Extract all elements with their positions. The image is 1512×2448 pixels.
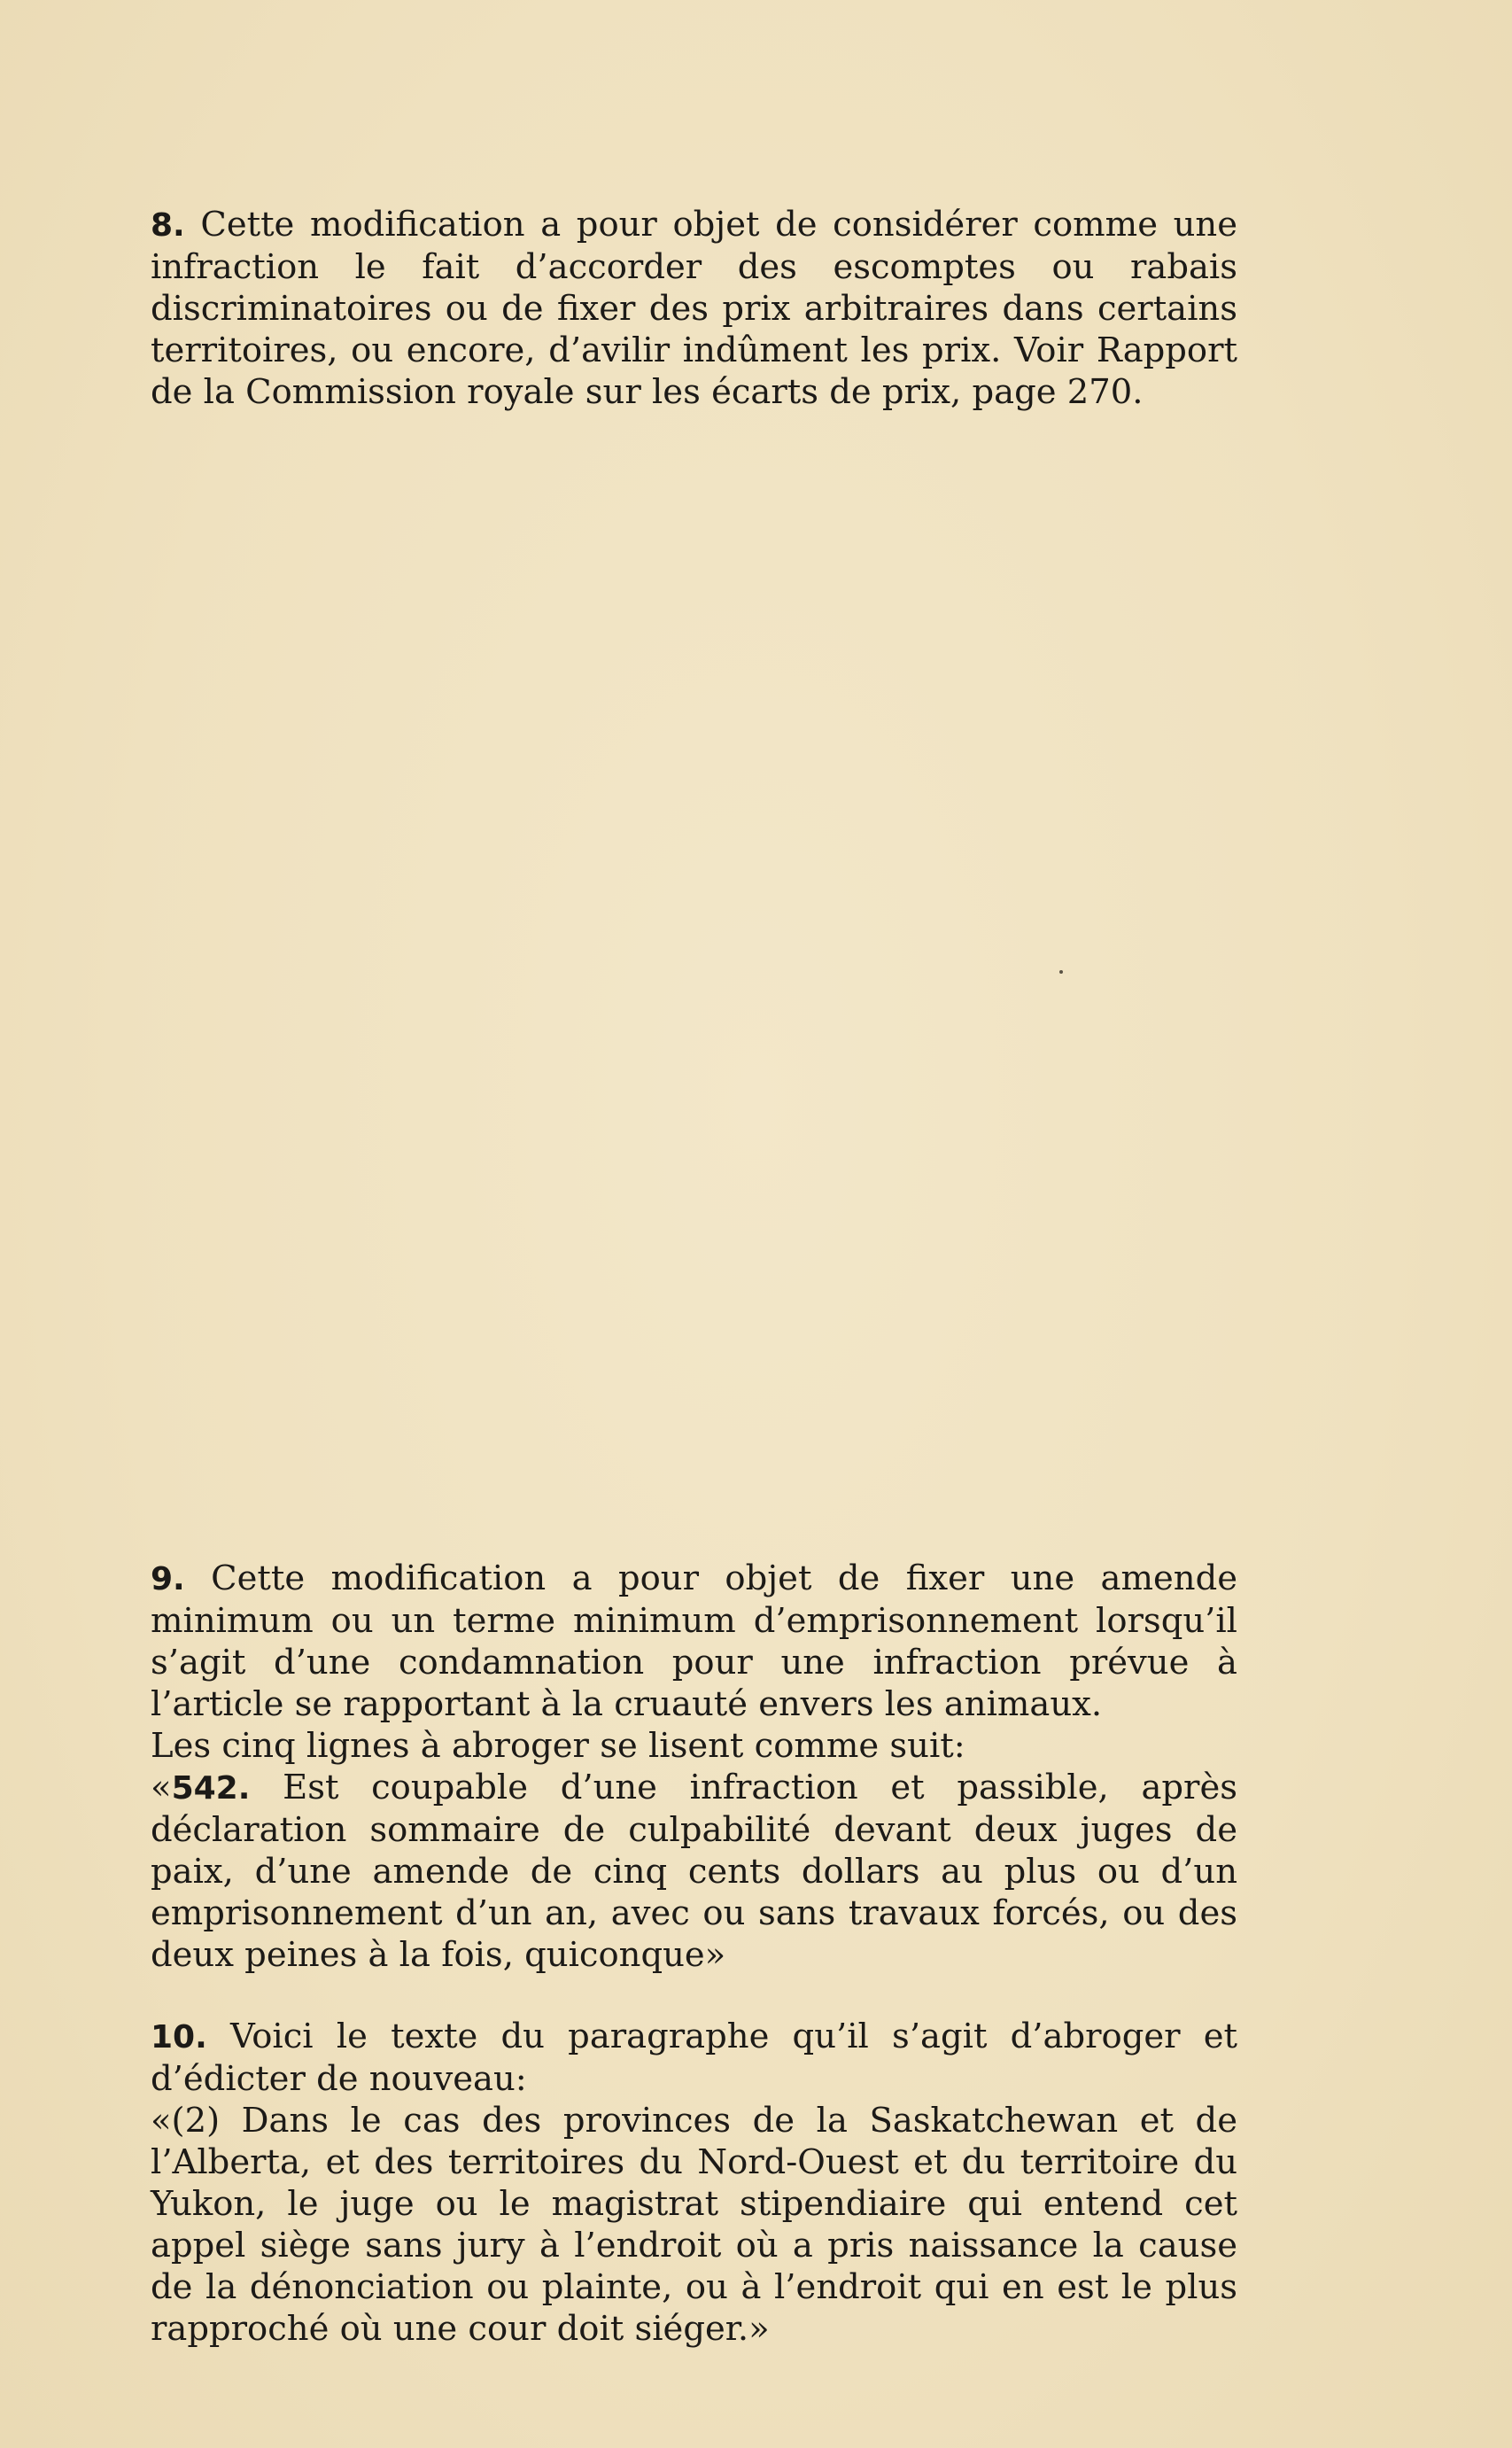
note-9-paragraph (151, 1558, 1237, 1725)
note-9-quote-open: « (151, 1768, 172, 1807)
note-10-quote-text: «(2) Dans le cas des provinces de la Saskatchewan et de l’Alberta, et des territoires du Nord-Ouest et du territoire du Yukon, le juge ou le magistrat stipendiaire qui entend cet appel siège sans jury à l’endroit où a pris naissance la cause de la dénonciation ou plainte, ou à l’endroit qui en est le plus rapproché où une cour doit siéger.» (151, 2101, 1237, 2349)
note-10 (151, 2016, 1237, 2350)
note-8-number: 8. (151, 207, 185, 244)
note-9-intro (151, 1725, 1237, 1767)
note-10-number: 10. (151, 2019, 207, 2056)
note-10-text: Voici le texte du paragraphe qu’il s’agit d’abroger et d’édicter de nouveau: (151, 2017, 1237, 2099)
note-8-text: Cette modification a pour objet de considérer comme une infraction le fait d’accorder des escomptes ou rabais discriminatoires ou de fixer des prix arbitraires dans certains territoires, ou encore, d’avilir indûment les prix. Voir Rapport de la Commission royale sur les écarts de prix, page 270. (151, 205, 1237, 412)
note-9-quote (151, 1767, 1237, 1976)
note-10-paragraph (151, 2016, 1237, 2100)
note-9 (151, 1558, 1237, 1976)
note-8 (151, 204, 1237, 413)
note-9-quote-number: 542. (171, 1770, 251, 1807)
note-9-intro-text: Les cinq lignes à abroger se lisent comme suit: (151, 1726, 965, 1766)
note-9-quote-text: Est coupable d’une infraction et passible, après déclaration sommaire de culpabilité devant deux juges de paix, d’une amende de cinq cents dollars au plus ou d’un emprisonnement d’un an, avec ou sans travaux forcés, ou des deux peines à la fois, quiconque» (151, 1768, 1237, 1975)
note-10-quote (151, 2100, 1237, 2350)
note-8-paragraph (151, 204, 1237, 413)
note-9-text: Cette modification a pour objet de fixer une amende minimum ou un terme minimum d’emprisonnement lorsqu’il s’agit d’une condamnation pour une infraction prévue à l’article se rapportant à la cruauté envers les animaux. (151, 1558, 1237, 1724)
speck (1059, 970, 1063, 974)
note-9-number: 9. (151, 1561, 185, 1597)
